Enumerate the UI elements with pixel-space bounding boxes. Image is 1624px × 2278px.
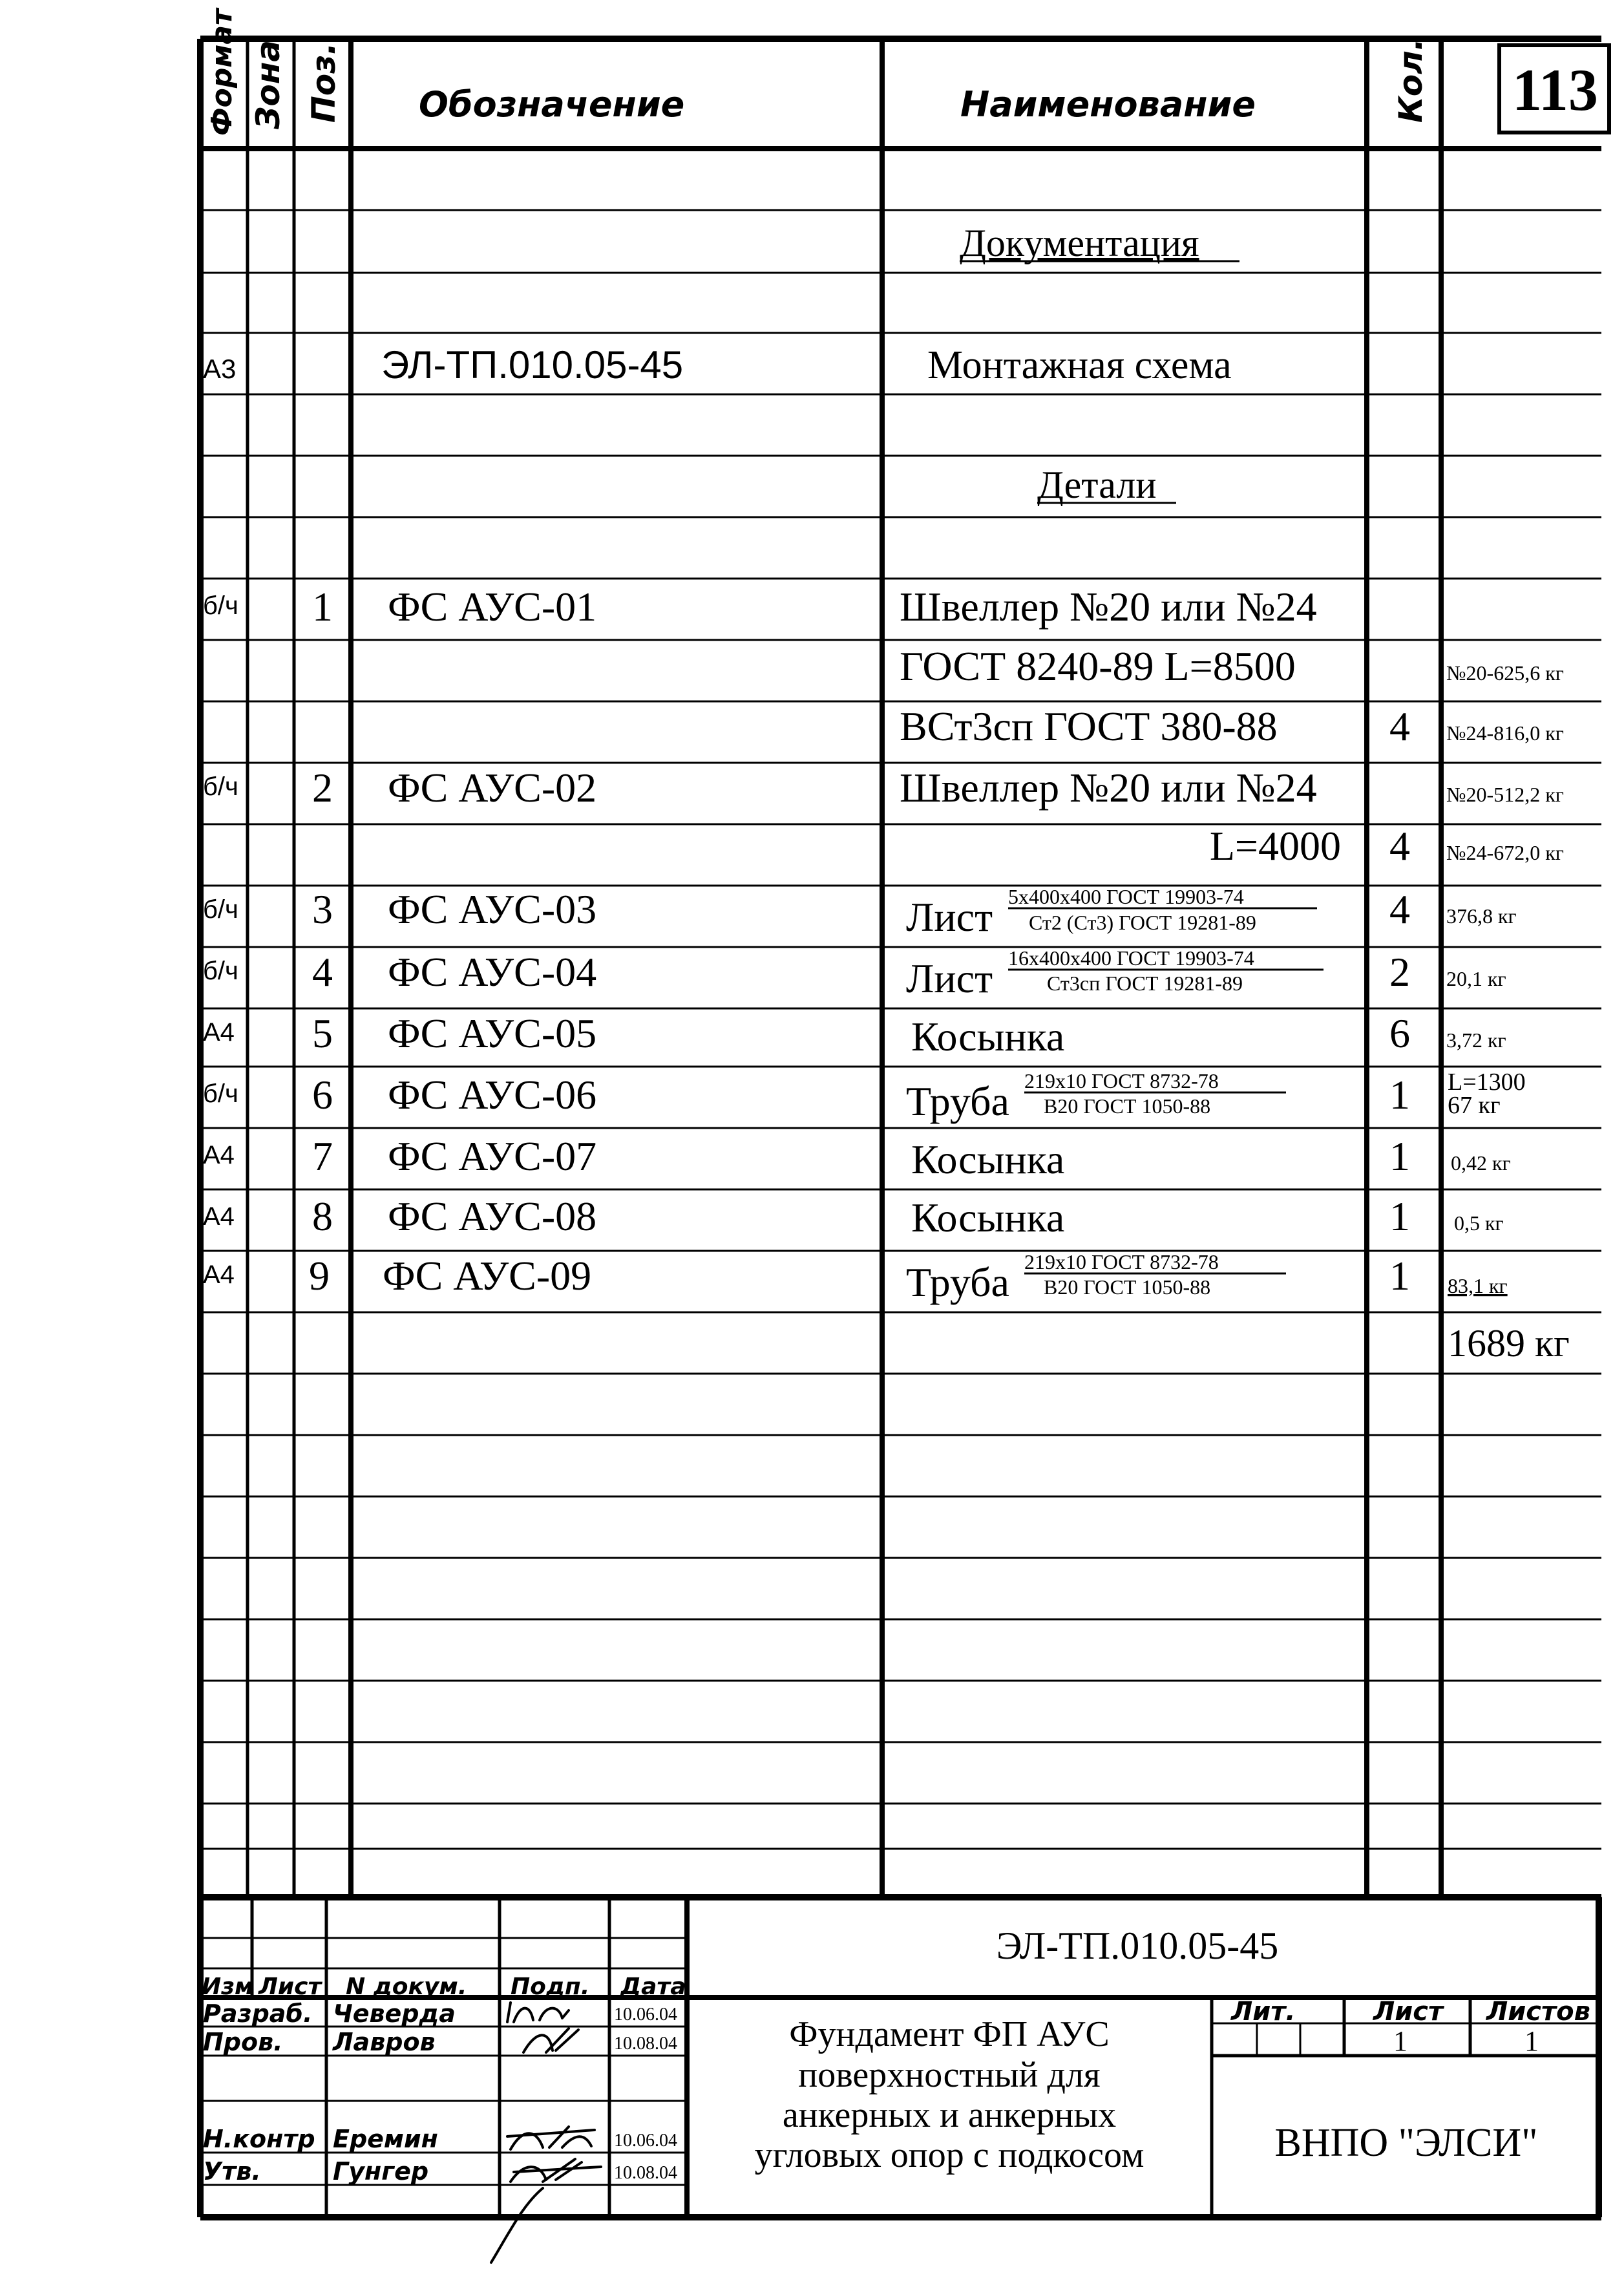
stamp-role: Н.контр bbox=[203, 2125, 315, 2153]
stamp-header-date: Дата bbox=[620, 1974, 686, 2000]
stamp-header-sign: Подп. bbox=[511, 1974, 590, 2000]
row-fraction-bottom: Ст2 (Ст3) ГОСТ 19281-89 bbox=[1029, 911, 1256, 934]
title-line: анкерных и анкерных bbox=[782, 2095, 1117, 2135]
row-name: Лист bbox=[906, 955, 993, 1001]
row-qty: 6 bbox=[1389, 1010, 1410, 1056]
stamp-person: Гунгер bbox=[333, 2157, 429, 2186]
page-number: 113 bbox=[1512, 57, 1598, 123]
row-pos: 8 bbox=[312, 1193, 333, 1239]
row-format: б/ч bbox=[203, 895, 238, 924]
row-qty: 1 bbox=[1389, 1193, 1410, 1239]
header-pos: Поз. bbox=[305, 42, 343, 123]
stamp-role: Разраб. bbox=[203, 1999, 313, 2028]
title-block bbox=[200, 1897, 1601, 2262]
table-row bbox=[203, 1133, 1511, 1182]
row-format: А4 bbox=[203, 1261, 235, 1289]
row-fraction-bottom: Ст3сп ГОСТ 19281-89 bbox=[1047, 972, 1243, 995]
row-format: б/ч bbox=[203, 957, 238, 985]
row-designation: ФС АУС-03 bbox=[388, 886, 597, 932]
stamp-header-sheet: Лист bbox=[258, 1974, 322, 2000]
row-name: Монтажная схема bbox=[927, 343, 1232, 387]
stamp-lit-label: Лит. bbox=[1231, 1997, 1296, 2027]
row-pos: 3 bbox=[312, 886, 333, 932]
row-pos: 9 bbox=[309, 1253, 330, 1299]
row-name: Труба bbox=[906, 1078, 1009, 1124]
row-format: б/ч bbox=[203, 772, 238, 801]
row-format: А4 bbox=[203, 1141, 235, 1169]
section-details-title: Детали bbox=[1037, 463, 1157, 506]
table-row bbox=[203, 946, 1506, 1001]
row-designation: ФС АУС-09 bbox=[383, 1253, 592, 1299]
row-pos: 5 bbox=[312, 1010, 333, 1056]
row-note: №20-512,2 кг bbox=[1446, 783, 1564, 806]
table-row bbox=[900, 643, 1564, 689]
stamp-date: 10.08.04 bbox=[614, 2034, 677, 2054]
row-note: 0,42 кг bbox=[1451, 1151, 1511, 1175]
stamp-sheets-value: 1 bbox=[1524, 2025, 1539, 2057]
page-number-box bbox=[1499, 45, 1609, 133]
row-note: 376,8 кг bbox=[1446, 904, 1517, 928]
stamp-sheet-label: Лист bbox=[1373, 1997, 1444, 2027]
row-note: 3,72 кг bbox=[1446, 1028, 1506, 1052]
stamp-sheet-value: 1 bbox=[1393, 2025, 1408, 2057]
row-name: Труба bbox=[906, 1259, 1009, 1305]
row-note: L=1300 bbox=[1448, 1069, 1526, 1096]
row-designation: ФС АУС-05 bbox=[388, 1010, 597, 1056]
row-note: №20-625,6 кг bbox=[1446, 661, 1564, 685]
row-note: 83,1 кг bbox=[1448, 1274, 1508, 1297]
row-qty: 2 bbox=[1389, 949, 1410, 995]
row-qty: 1 bbox=[1389, 1253, 1410, 1299]
row-name: ГОСТ 8240-89 L=8500 bbox=[900, 643, 1296, 689]
row-qty: 4 bbox=[1389, 886, 1410, 932]
row-pos: 6 bbox=[312, 1072, 333, 1118]
row-qty: 1 bbox=[1389, 1072, 1410, 1118]
header-designation: Обозначение bbox=[419, 84, 685, 125]
stamp-role: Утв. bbox=[203, 2157, 261, 2186]
row-format: А4 bbox=[203, 1018, 235, 1047]
row-name: Швеллер №20 или №24 bbox=[900, 584, 1317, 630]
stamp-date: 10.06.04 bbox=[614, 2005, 677, 2025]
table-row bbox=[203, 885, 1517, 940]
table-row bbox=[1210, 823, 1564, 869]
row-fraction-bottom: В20 ГОСТ 1050-88 bbox=[1044, 1094, 1211, 1118]
row-name: Косынка bbox=[911, 1014, 1065, 1059]
row-note: №24-816,0 кг bbox=[1446, 721, 1564, 745]
title-doc-code: ЭЛ-ТП.010.05-45 bbox=[996, 1924, 1279, 1967]
section-details bbox=[1037, 463, 1176, 506]
row-format: б/ч bbox=[203, 1080, 238, 1108]
table-row bbox=[203, 1069, 1526, 1124]
row-qty: 1 bbox=[1389, 1133, 1410, 1179]
row-name: L=4000 bbox=[1209, 823, 1341, 869]
title-line: угловых опор с подкосом bbox=[754, 2135, 1144, 2175]
row-qty: 4 bbox=[1389, 823, 1410, 869]
stamp-role: Пров. bbox=[203, 2028, 283, 2056]
table-row bbox=[203, 1010, 1506, 1059]
row-fraction-top: 219x10 ГОСТ 8732-78 bbox=[1024, 1250, 1219, 1273]
table-row bbox=[203, 1250, 1508, 1305]
stamp-date: 10.06.04 bbox=[614, 2131, 677, 2151]
header-qty: Кол. bbox=[1392, 38, 1429, 123]
row-designation: ФС АУС-04 bbox=[388, 949, 597, 995]
row-fraction-top: 16x400x400 ГОСТ 19903-74 bbox=[1008, 946, 1254, 970]
row-qty: 4 bbox=[1389, 703, 1410, 749]
stamp-sheets-label: Листов bbox=[1486, 1997, 1590, 2027]
row-format: А3 bbox=[203, 354, 237, 384]
row-designation: ФС АУС-06 bbox=[388, 1072, 597, 1118]
row-designation: ФС АУС-07 bbox=[388, 1133, 597, 1179]
row-note-2: 67 кг bbox=[1448, 1092, 1501, 1119]
row-fraction-top: 219x10 ГОСТ 8732-78 bbox=[1024, 1069, 1219, 1092]
row-designation: ФС АУС-08 bbox=[388, 1193, 597, 1239]
table-grid-horizontal bbox=[200, 149, 1601, 1849]
table-row bbox=[203, 584, 1317, 630]
title-line: Фундамент ФП АУС bbox=[789, 2014, 1110, 2054]
table-row bbox=[203, 343, 1232, 387]
total-mass: 1689 кг bbox=[1448, 1322, 1570, 1365]
row-note: №24-672,0 кг bbox=[1446, 841, 1564, 864]
row-pos: 4 bbox=[312, 949, 333, 995]
row-designation: ЭЛ-ТП.010.05-45 bbox=[381, 343, 684, 387]
row-pos: 2 bbox=[312, 765, 333, 811]
row-designation: ФС АУС-02 bbox=[388, 765, 597, 811]
section-documentation-title: Документация bbox=[960, 222, 1199, 264]
stamp-header-change: Изм bbox=[202, 1974, 254, 2000]
row-note: 20,1 кг bbox=[1446, 967, 1506, 990]
title-line: поверхностный для bbox=[798, 2055, 1101, 2095]
table-row bbox=[900, 703, 1564, 749]
header-name: Наименование bbox=[960, 84, 1256, 125]
row-pos: 7 bbox=[312, 1133, 333, 1179]
row-name: Косынка bbox=[911, 1195, 1065, 1240]
section-documentation bbox=[960, 222, 1239, 264]
stamp-person: Еремин bbox=[333, 2125, 438, 2153]
organization-name: ВНПО "ЭЛСИ" bbox=[1274, 2121, 1538, 2165]
row-name: Лист bbox=[906, 894, 993, 940]
row-pos: 1 bbox=[312, 584, 333, 630]
row-format: б/ч bbox=[203, 591, 238, 620]
row-name: Швеллер №20 или №24 bbox=[900, 765, 1317, 811]
stamp-person: Чеверда bbox=[333, 1999, 456, 2028]
row-name: Косынка bbox=[911, 1136, 1065, 1182]
stamp-header-doc-no: N докум. bbox=[346, 1974, 467, 2000]
stamp-person: Лавров bbox=[333, 2028, 436, 2056]
row-designation: ФС АУС-01 bbox=[388, 584, 597, 630]
total-mass-row bbox=[1448, 1322, 1570, 1365]
row-fraction-bottom: В20 ГОСТ 1050-88 bbox=[1044, 1275, 1211, 1299]
header-format: Формат bbox=[206, 8, 238, 136]
row-note: 0,5 кг bbox=[1454, 1211, 1504, 1235]
header-zone: Зона bbox=[249, 39, 287, 129]
row-format: А4 bbox=[203, 1202, 235, 1231]
row-fraction-top: 5x400x400 ГОСТ 19903-74 bbox=[1008, 885, 1244, 908]
row-name: ВСт3сп ГОСТ 380-88 bbox=[900, 703, 1278, 749]
table-row bbox=[203, 1193, 1504, 1240]
signature-marks bbox=[491, 2003, 601, 2262]
table-header bbox=[206, 7, 1429, 136]
stamp-date: 10.08.04 bbox=[614, 2163, 677, 2183]
